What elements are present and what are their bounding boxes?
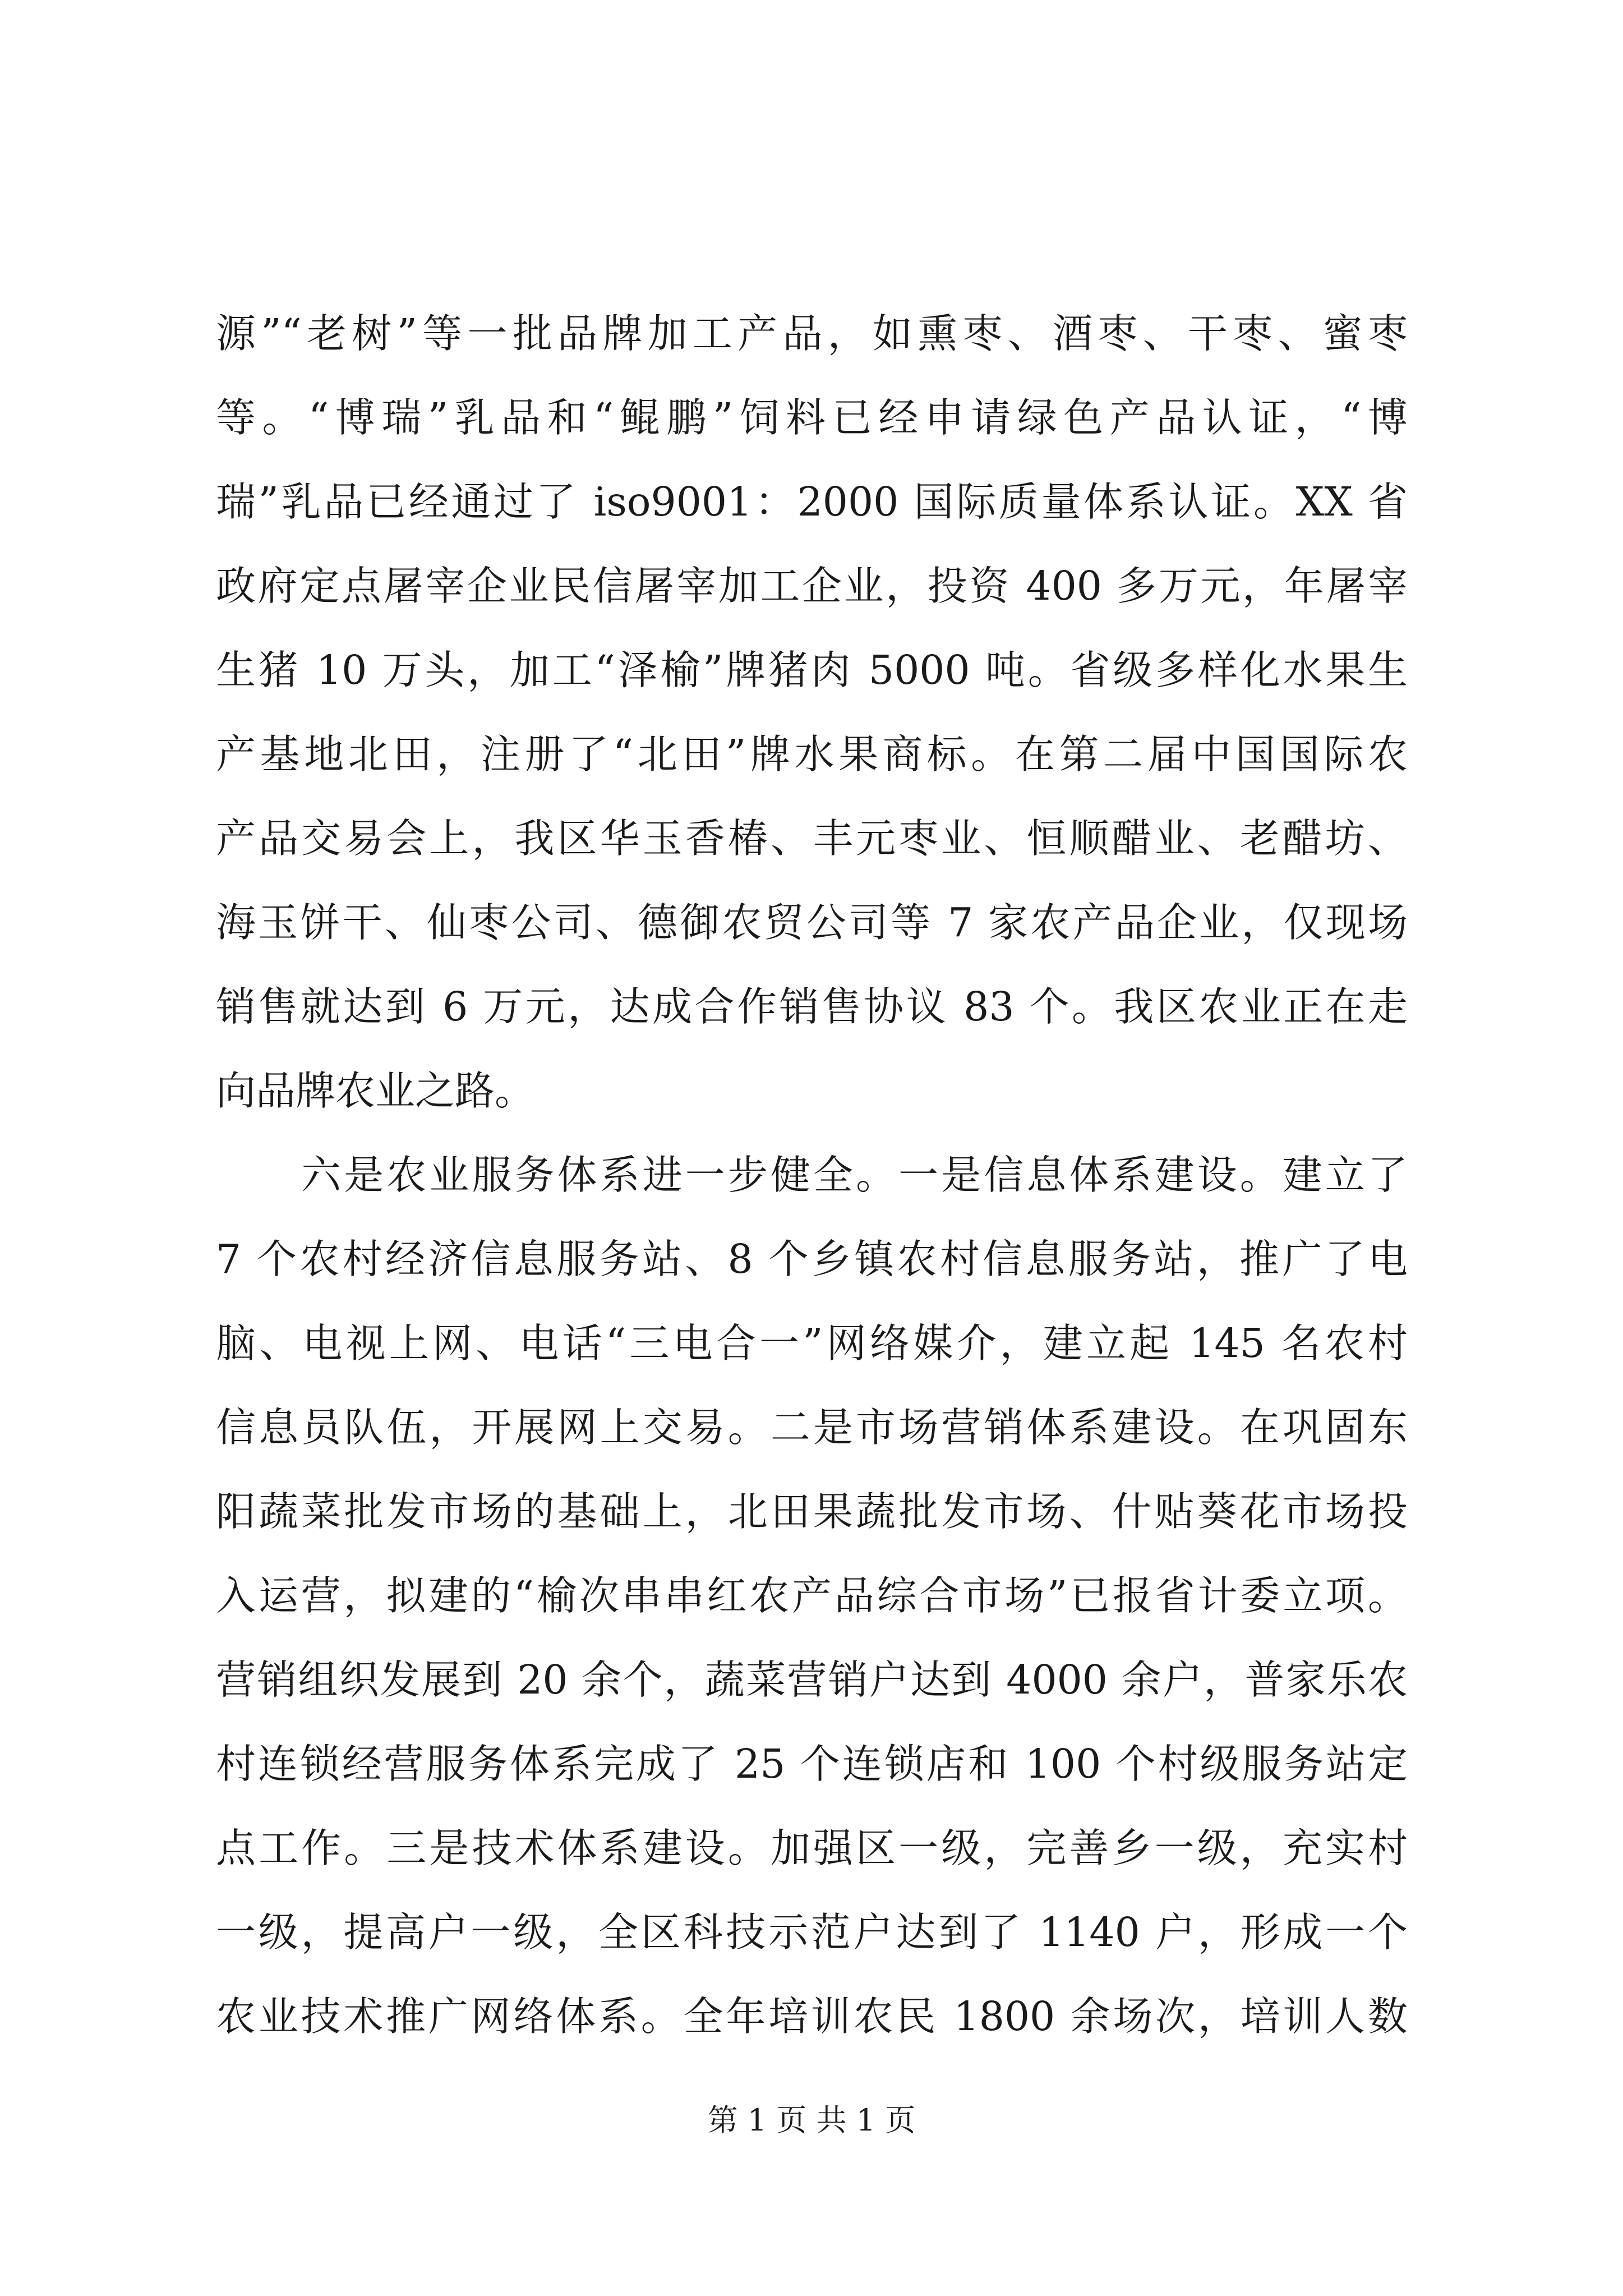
text-line: 脑、电视上网、电话“三电合一”网络媒介，建立起 145 名农村	[216, 1320, 1408, 1366]
text-line: 产基地北田，注册了“北田”牌水果商标。在第二届中国国际农	[216, 731, 1408, 777]
text-line: 一级，提高户一级，全区科技示范户达到了 1140 户，形成一个	[216, 1909, 1408, 1955]
body-text	[216, 292, 1408, 2059]
text-line: 瑞”乳品已经通过了 iso9001：2000 国际质量体系认证。XX 省	[216, 478, 1408, 525]
page-footer	[0, 2101, 1623, 2140]
text-line: 海玉饼干、仙枣公司、德御农贸公司等 7 家农产品企业，仅现场	[216, 899, 1408, 946]
text-line: 向品牌农业之路。	[216, 1068, 535, 1114]
text-line: 生猪 10 万头，加工“泽榆”牌猪肉 5000 吨。省级多样化水果生	[216, 647, 1408, 693]
text-line: 产品交易会上，我区华玉香椿、丰元枣业、恒顺醋业、老醋坊、	[216, 815, 1408, 862]
text-line: 六是农业服务体系进一步健全。一是信息体系建设。建立了	[216, 1152, 1408, 1198]
text-line: 阳蔬菜批发市场的基础上，北田果蔬批发市场、什贴葵花市场投	[216, 1488, 1408, 1535]
page-number: 第 1 页 共 1 页	[707, 2102, 916, 2138]
text-line: 等。“博瑞”乳品和“鲲鹏”饲料已经申请绿色产品认证，“博	[216, 394, 1408, 441]
text-line: 销售就达到 6 万元，达成合作销售协议 83 个。我区农业正在走	[216, 983, 1408, 1030]
text-line: 营销组织发展到 20 余个，蔬菜营销户达到 4000 余户，普家乐农	[216, 1657, 1408, 1703]
text-line: 村连锁经营服务体系完成了 25 个连锁店和 100 个村级服务站定	[216, 1741, 1408, 1787]
text-line: 点工作。三是技术体系建设。加强区一级，完善乡一级，充实村	[216, 1825, 1408, 1871]
text-line: 信息员队伍，开展网上交易。二是市场营销体系建设。在巩固东	[216, 1404, 1408, 1451]
text-line: 7 个农村经济信息服务站、8 个乡镇农村信息服务站，推广了电	[216, 1236, 1408, 1282]
text-line: 源”“老树”等一批品牌加工产品，如熏枣、酒枣、干枣、蜜枣	[216, 310, 1408, 357]
text-line: 入运营，拟建的“榆次串串红农产品综合市场”已报省计委立项。	[216, 1572, 1408, 1619]
text-line: 政府定点屠宰企业民信屠宰加工企业，投资 400 多万元，年屠宰	[216, 563, 1408, 609]
text-line: 农业技术推广网络体系。全年培训农民 1800 余场次，培训人数	[216, 1993, 1408, 2040]
